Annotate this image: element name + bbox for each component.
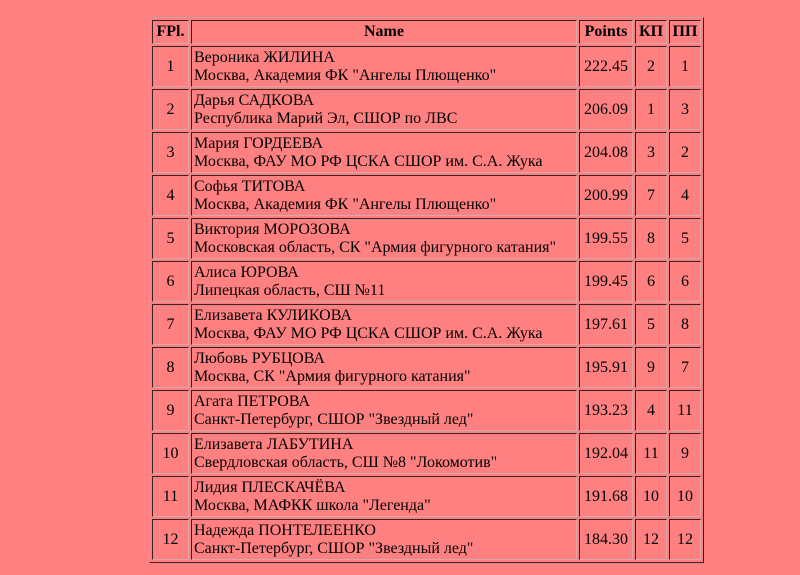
cell-points: 204.08 bbox=[579, 132, 633, 173]
cell-name bbox=[191, 261, 577, 302]
cell-name bbox=[191, 175, 577, 216]
cell-pp: 6 bbox=[669, 261, 701, 302]
cell-kp: 7 bbox=[635, 175, 667, 216]
table-row bbox=[152, 476, 701, 517]
table-row bbox=[152, 347, 701, 388]
cell-kp: 6 bbox=[635, 261, 667, 302]
cell-points: 222.45 bbox=[579, 46, 633, 87]
athlete-club: Свердловская область, СШ №8 "Локомотив" bbox=[194, 453, 498, 471]
cell-name bbox=[191, 132, 577, 173]
cell-kp: 3 bbox=[635, 132, 667, 173]
athlete-club: Москва, ФАУ МО РФ ЦСКА СШОР им. С.А. Жука bbox=[194, 324, 543, 342]
athlete-name: Софья ТИТОВА bbox=[194, 177, 306, 195]
cell-name bbox=[191, 390, 577, 431]
header-fpl: FPl. bbox=[152, 20, 189, 44]
table-header-row bbox=[152, 20, 701, 44]
athlete-club: Московская область, СК "Армия фигурного катания" bbox=[194, 238, 557, 256]
athlete-club: Республика Марий Эл, СШОР по ЛВС bbox=[194, 109, 458, 127]
cell-fpl: 5 bbox=[152, 218, 189, 259]
athlete-club: Москва, ФАУ МО РФ ЦСКА СШОР им. С.А. Жука bbox=[194, 152, 543, 170]
athlete-name: Вероника ЖИЛИНА bbox=[194, 48, 335, 66]
cell-points: 199.45 bbox=[579, 261, 633, 302]
cell-name bbox=[191, 218, 577, 259]
cell-fpl: 2 bbox=[152, 89, 189, 130]
table-row bbox=[152, 519, 701, 560]
table-row bbox=[152, 304, 701, 345]
athlete-name: Виктория МОРОЗОВА bbox=[194, 220, 351, 238]
athlete-name: Мария ГОРДЕЕВА bbox=[194, 134, 324, 152]
results-table bbox=[149, 17, 704, 563]
cell-fpl: 10 bbox=[152, 433, 189, 474]
athlete-club: Санкт-Петербург, СШОР "Звездный лед" bbox=[194, 539, 474, 557]
athlete-name: Алиса ЮРОВА bbox=[194, 263, 299, 281]
cell-pp: 12 bbox=[669, 519, 701, 560]
results-table-container bbox=[149, 17, 704, 563]
cell-name bbox=[191, 46, 577, 87]
athlete-club: Санкт-Петербург, СШОР "Звездный лед" bbox=[194, 410, 474, 428]
cell-points: 191.68 bbox=[579, 476, 633, 517]
cell-name bbox=[191, 89, 577, 130]
athlete-name: Надежда ПОНТЕЛЕЕНКО bbox=[194, 521, 376, 539]
cell-points: 197.61 bbox=[579, 304, 633, 345]
header-pp: ПП bbox=[669, 20, 701, 44]
table-row bbox=[152, 218, 701, 259]
athlete-club: Москва, МАФКК школа "Легенда" bbox=[194, 496, 431, 514]
cell-kp: 9 bbox=[635, 347, 667, 388]
athlete-name: Агата ПЕТРОВА bbox=[194, 392, 311, 410]
table-row bbox=[152, 390, 701, 431]
cell-fpl: 1 bbox=[152, 46, 189, 87]
header-name: Name bbox=[191, 20, 577, 44]
athlete-club: Москва, СК "Армия фигурного катания" bbox=[194, 367, 471, 385]
cell-kp: 10 bbox=[635, 476, 667, 517]
cell-fpl: 4 bbox=[152, 175, 189, 216]
cell-pp: 8 bbox=[669, 304, 701, 345]
athlete-club: Москва, Академия ФК "Ангелы Плющенко" bbox=[194, 66, 497, 84]
cell-pp: 4 bbox=[669, 175, 701, 216]
athlete-name: Елизавета КУЛИКОВА bbox=[194, 306, 352, 324]
athlete-club: Липецкая область, СШ №11 bbox=[194, 281, 386, 299]
cell-kp: 5 bbox=[635, 304, 667, 345]
cell-kp: 1 bbox=[635, 89, 667, 130]
cell-points: 199.55 bbox=[579, 218, 633, 259]
cell-name bbox=[191, 347, 577, 388]
athlete-club: Москва, Академия ФК "Ангелы Плющенко" bbox=[194, 195, 497, 213]
cell-points: 184.30 bbox=[579, 519, 633, 560]
cell-kp: 12 bbox=[635, 519, 667, 560]
cell-name bbox=[191, 433, 577, 474]
athlete-name: Любовь РУБЦОВА bbox=[194, 349, 325, 367]
header-kp: КП bbox=[635, 20, 667, 44]
cell-pp: 11 bbox=[669, 390, 701, 431]
cell-pp: 2 bbox=[669, 132, 701, 173]
cell-fpl: 12 bbox=[152, 519, 189, 560]
cell-kp: 8 bbox=[635, 218, 667, 259]
cell-points: 206.09 bbox=[579, 89, 633, 130]
cell-kp: 2 bbox=[635, 46, 667, 87]
cell-fpl: 7 bbox=[152, 304, 189, 345]
cell-pp: 3 bbox=[669, 89, 701, 130]
table-row bbox=[152, 89, 701, 130]
cell-name bbox=[191, 476, 577, 517]
cell-points: 195.91 bbox=[579, 347, 633, 388]
cell-pp: 5 bbox=[669, 218, 701, 259]
athlete-name: Елизавета ЛАБУТИНА bbox=[194, 435, 354, 453]
cell-fpl: 8 bbox=[152, 347, 189, 388]
athlete-name: Лидия ПЛЕСКАЧЁВА bbox=[194, 478, 346, 496]
cell-pp: 1 bbox=[669, 46, 701, 87]
table-row bbox=[152, 46, 701, 87]
cell-pp: 7 bbox=[669, 347, 701, 388]
table-row bbox=[152, 433, 701, 474]
cell-fpl: 9 bbox=[152, 390, 189, 431]
table-row bbox=[152, 261, 701, 302]
header-points: Points bbox=[579, 20, 633, 44]
athlete-name: Дарья САДКОВА bbox=[194, 91, 315, 109]
table-row bbox=[152, 175, 701, 216]
cell-kp: 4 bbox=[635, 390, 667, 431]
cell-pp: 10 bbox=[669, 476, 701, 517]
cell-name bbox=[191, 304, 577, 345]
cell-points: 192.04 bbox=[579, 433, 633, 474]
cell-name bbox=[191, 519, 577, 560]
cell-kp: 11 bbox=[635, 433, 667, 474]
table-row bbox=[152, 132, 701, 173]
cell-points: 193.23 bbox=[579, 390, 633, 431]
cell-fpl: 3 bbox=[152, 132, 189, 173]
cell-fpl: 11 bbox=[152, 476, 189, 517]
cell-fpl: 6 bbox=[152, 261, 189, 302]
cell-points: 200.99 bbox=[579, 175, 633, 216]
cell-pp: 9 bbox=[669, 433, 701, 474]
